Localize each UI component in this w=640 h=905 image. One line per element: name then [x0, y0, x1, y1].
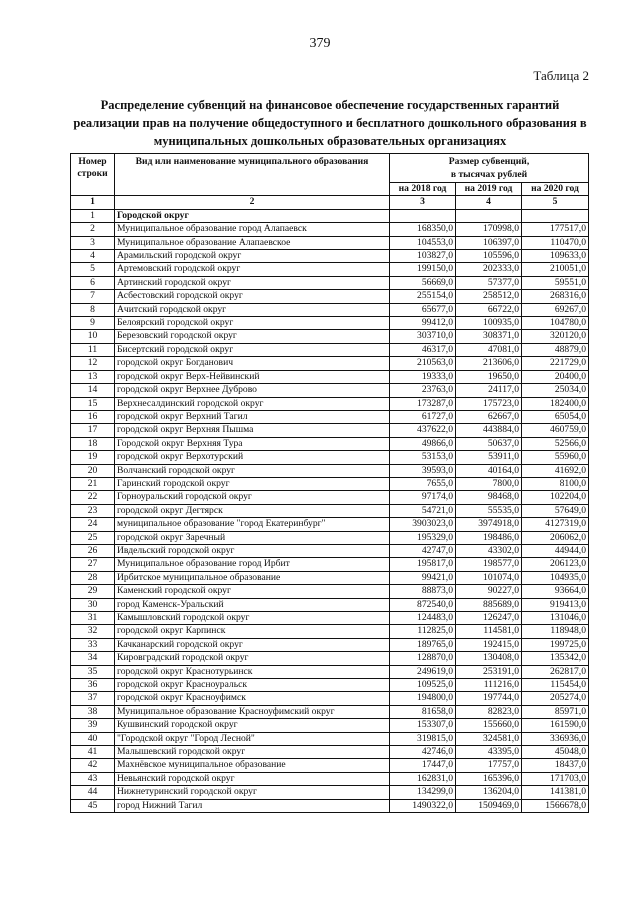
value-2019-cell: 170998,0: [456, 223, 522, 236]
value-2018-cell: 7655,0: [390, 477, 456, 490]
municipality-name-cell: Камышловский городской округ: [115, 612, 390, 625]
value-2019-cell: 82823,0: [456, 705, 522, 718]
column-index-5: 5: [522, 196, 589, 209]
column-index-2: 2: [115, 196, 390, 209]
header-name: Вид или наименование муниципального образования: [115, 154, 390, 196]
value-2020-cell: 177517,0: [522, 223, 589, 236]
header-row-number-line2: строки: [77, 168, 108, 179]
value-2018-cell: 168350,0: [390, 223, 456, 236]
value-2018-cell: 128870,0: [390, 652, 456, 665]
value-2020-cell: [522, 209, 589, 222]
row-number-cell: 8: [71, 303, 115, 316]
column-index-3: 3: [390, 196, 456, 209]
municipality-name-cell: городской округ Верхотурский: [115, 451, 390, 464]
value-2020-cell: 1566678,0: [522, 799, 589, 812]
value-2019-cell: 24117,0: [456, 384, 522, 397]
row-number-cell: 6: [71, 276, 115, 289]
value-2020-cell: 44944,0: [522, 544, 589, 557]
row-number-cell: 27: [71, 558, 115, 571]
row-number-cell: 40: [71, 732, 115, 745]
value-2020-cell: 118948,0: [522, 625, 589, 638]
value-2018-cell: 1490322,0: [390, 799, 456, 812]
value-2019-cell: 111216,0: [456, 679, 522, 692]
value-2018-cell: 65677,0: [390, 303, 456, 316]
municipality-name-cell: городской округ Верхний Тагил: [115, 410, 390, 423]
value-2020-cell: 104935,0: [522, 571, 589, 584]
table-row: [71, 665, 589, 678]
row-number-cell: 38: [71, 705, 115, 718]
header-row-number: [71, 154, 115, 196]
table-row: [71, 223, 589, 236]
header-year-2020: на 2020 год: [522, 183, 589, 196]
table-label: Таблица 2: [533, 68, 589, 83]
value-2018-cell: 3903023,0: [390, 518, 456, 531]
header-size: [390, 154, 589, 183]
table-row: [71, 357, 589, 370]
municipality-name-cell: Верхнесалдинский городской округ: [115, 397, 390, 410]
value-2020-cell: 206062,0: [522, 531, 589, 544]
table-row: [71, 558, 589, 571]
municipality-name-cell: городской округ Верх-Нейвинский: [115, 370, 390, 383]
value-2020-cell: 85971,0: [522, 705, 589, 718]
value-2020-cell: 104780,0: [522, 317, 589, 330]
row-number-cell: 25: [71, 531, 115, 544]
table-row: [71, 638, 589, 651]
value-2019-cell: [456, 209, 522, 222]
municipality-name-cell: Артемовский городской округ: [115, 263, 390, 276]
value-2020-cell: 135342,0: [522, 652, 589, 665]
value-2020-cell: 182400,0: [522, 397, 589, 410]
value-2018-cell: 189765,0: [390, 638, 456, 651]
header-row-number-line1: Номер: [78, 156, 107, 167]
row-number-cell: 1: [71, 209, 115, 222]
municipality-name-cell: город Нижний Тагил: [115, 799, 390, 812]
municipality-name-cell: Невьянский городской округ: [115, 772, 390, 785]
value-2020-cell: 171703,0: [522, 772, 589, 785]
value-2020-cell: 131046,0: [522, 612, 589, 625]
row-number-cell: 33: [71, 638, 115, 651]
value-2020-cell: 320120,0: [522, 330, 589, 343]
value-2019-cell: 175723,0: [456, 397, 522, 410]
table-row: [71, 250, 589, 263]
value-2019-cell: 213606,0: [456, 357, 522, 370]
value-2018-cell: 42747,0: [390, 544, 456, 557]
value-2020-cell: 109633,0: [522, 250, 589, 263]
row-number-cell: 4: [71, 250, 115, 263]
value-2019-cell: 47081,0: [456, 343, 522, 356]
municipality-name-cell: Арамильский городской округ: [115, 250, 390, 263]
table-row: [71, 786, 589, 799]
municipality-name-cell: Асбестовский городской округ: [115, 290, 390, 303]
table-row: [71, 759, 589, 772]
value-2019-cell: 114581,0: [456, 625, 522, 638]
row-number-cell: 44: [71, 786, 115, 799]
municipality-name-cell: городской округ Верхняя Пышма: [115, 424, 390, 437]
value-2018-cell: 54721,0: [390, 504, 456, 517]
value-2018-cell: 99421,0: [390, 571, 456, 584]
value-2019-cell: 192415,0: [456, 638, 522, 651]
value-2018-cell: 872540,0: [390, 598, 456, 611]
table-body: [71, 209, 589, 812]
municipality-name-cell: Ачитский городской округ: [115, 303, 390, 316]
table-row: [71, 799, 589, 812]
value-2020-cell: 206123,0: [522, 558, 589, 571]
value-2020-cell: 115454,0: [522, 679, 589, 692]
table-row: [71, 410, 589, 423]
table-row: [71, 424, 589, 437]
row-number-cell: 45: [71, 799, 115, 812]
value-2018-cell: 124483,0: [390, 612, 456, 625]
row-number-cell: 12: [71, 357, 115, 370]
value-2020-cell: 65054,0: [522, 410, 589, 423]
header-year-2019: на 2019 год: [456, 183, 522, 196]
row-number-cell: 34: [71, 652, 115, 665]
municipality-name-cell: городской округ Верхнее Дуброво: [115, 384, 390, 397]
municipality-name-cell: Муниципальное образование Красноуфимский округ: [115, 705, 390, 718]
row-number-cell: 30: [71, 598, 115, 611]
municipality-name-cell: Каменский городской округ: [115, 585, 390, 598]
table-row: [71, 343, 589, 356]
row-number-cell: 21: [71, 477, 115, 490]
table-row: [71, 330, 589, 343]
value-2020-cell: 336936,0: [522, 732, 589, 745]
row-number-cell: 19: [71, 451, 115, 464]
subvention-table: [70, 153, 589, 813]
value-2019-cell: 885689,0: [456, 598, 522, 611]
row-number-cell: 32: [71, 625, 115, 638]
row-number-cell: 41: [71, 746, 115, 759]
value-2020-cell: 919413,0: [522, 598, 589, 611]
row-number-cell: 5: [71, 263, 115, 276]
row-number-cell: 35: [71, 665, 115, 678]
value-2019-cell: 17757,0: [456, 759, 522, 772]
value-2018-cell: 255154,0: [390, 290, 456, 303]
municipality-name-cell: городской округ Богданович: [115, 357, 390, 370]
value-2018-cell: 194800,0: [390, 692, 456, 705]
value-2019-cell: 324581,0: [456, 732, 522, 745]
municipality-name-cell: Муниципальное образование город Алапаевск: [115, 223, 390, 236]
value-2019-cell: 106397,0: [456, 236, 522, 249]
value-2018-cell: 195817,0: [390, 558, 456, 571]
municipality-name-cell: Кировградский городской округ: [115, 652, 390, 665]
row-number-cell: 24: [71, 518, 115, 531]
value-2019-cell: 105596,0: [456, 250, 522, 263]
value-2018-cell: 46317,0: [390, 343, 456, 356]
value-2018-cell: 104553,0: [390, 236, 456, 249]
table-row: [71, 451, 589, 464]
value-2019-cell: 43302,0: [456, 544, 522, 557]
municipality-name-cell: Кушвинский городской округ: [115, 719, 390, 732]
row-number-cell: 36: [71, 679, 115, 692]
value-2018-cell: 61727,0: [390, 410, 456, 423]
row-number-cell: 39: [71, 719, 115, 732]
table-row: [71, 209, 589, 222]
table-header: [71, 154, 589, 210]
value-2018-cell: 56669,0: [390, 276, 456, 289]
column-index-row: [71, 196, 589, 209]
table-row: [71, 679, 589, 692]
row-number-cell: 29: [71, 585, 115, 598]
value-2019-cell: 198577,0: [456, 558, 522, 571]
value-2019-cell: 253191,0: [456, 665, 522, 678]
table-row: [71, 397, 589, 410]
municipality-name-cell: город Каменск-Уральский: [115, 598, 390, 611]
column-index-1: 1: [71, 196, 115, 209]
table-row: [71, 384, 589, 397]
row-number-cell: 23: [71, 504, 115, 517]
value-2020-cell: 93664,0: [522, 585, 589, 598]
row-number-cell: 22: [71, 491, 115, 504]
row-number-cell: 7: [71, 290, 115, 303]
value-2019-cell: 55535,0: [456, 504, 522, 517]
municipality-name-cell: Волчанский городской округ: [115, 464, 390, 477]
municipality-name-cell: Качканарский городской округ: [115, 638, 390, 651]
value-2018-cell: 17447,0: [390, 759, 456, 772]
value-2020-cell: 262817,0: [522, 665, 589, 678]
value-2019-cell: 126247,0: [456, 612, 522, 625]
municipality-name-cell: городской округ Красноуфимск: [115, 692, 390, 705]
table-row: [71, 531, 589, 544]
value-2018-cell: 97174,0: [390, 491, 456, 504]
row-number-cell: 28: [71, 571, 115, 584]
table-row: [71, 585, 589, 598]
value-2018-cell: 162831,0: [390, 772, 456, 785]
municipality-name-cell: Муниципальное образование город Ирбит: [115, 558, 390, 571]
table-row: [71, 692, 589, 705]
value-2018-cell: 153307,0: [390, 719, 456, 732]
municipality-name-cell: Малышевский городской округ: [115, 746, 390, 759]
row-number-cell: 20: [71, 464, 115, 477]
table-row: [71, 491, 589, 504]
municipality-name-cell: Нижнетуринский городской округ: [115, 786, 390, 799]
municipality-name-cell: Муниципальное образование Алапаевское: [115, 236, 390, 249]
table-row: [71, 544, 589, 557]
municipality-name-cell: "Городской округ "Город Лесной": [115, 732, 390, 745]
municipality-name-cell: городской округ Краснотурьинск: [115, 665, 390, 678]
value-2020-cell: 59551,0: [522, 276, 589, 289]
table-row: [71, 625, 589, 638]
municipality-name-cell: Березовский городской округ: [115, 330, 390, 343]
value-2020-cell: 52566,0: [522, 437, 589, 450]
municipality-name-cell: Артинский городской округ: [115, 276, 390, 289]
value-2019-cell: 3974918,0: [456, 518, 522, 531]
value-2020-cell: 268316,0: [522, 290, 589, 303]
municipality-name-cell: Гаринский городской округ: [115, 477, 390, 490]
table-row: [71, 464, 589, 477]
value-2019-cell: 50637,0: [456, 437, 522, 450]
value-2018-cell: 112825,0: [390, 625, 456, 638]
value-2019-cell: 101074,0: [456, 571, 522, 584]
header-size-line1: Размер субвенций,: [448, 156, 530, 167]
value-2018-cell: 88873,0: [390, 585, 456, 598]
value-2018-cell: 53153,0: [390, 451, 456, 464]
value-2020-cell: 205274,0: [522, 692, 589, 705]
municipality-name-cell: Горноуральский городской округ: [115, 491, 390, 504]
value-2018-cell: 195329,0: [390, 531, 456, 544]
value-2020-cell: 45048,0: [522, 746, 589, 759]
value-2020-cell: 25034,0: [522, 384, 589, 397]
table-row: [71, 746, 589, 759]
row-number-cell: 10: [71, 330, 115, 343]
municipality-name-cell: Бисертский городской округ: [115, 343, 390, 356]
value-2020-cell: 57649,0: [522, 504, 589, 517]
value-2018-cell: 210563,0: [390, 357, 456, 370]
value-2018-cell: 23763,0: [390, 384, 456, 397]
municipality-name-cell: городской округ Дегтярск: [115, 504, 390, 517]
row-number-cell: 37: [71, 692, 115, 705]
municipality-name-cell: Махнёвское муниципальное образование: [115, 759, 390, 772]
value-2019-cell: 98468,0: [456, 491, 522, 504]
table-row: [71, 518, 589, 531]
value-2020-cell: 110470,0: [522, 236, 589, 249]
value-2018-cell: [390, 209, 456, 222]
table-row: [71, 571, 589, 584]
value-2018-cell: 42746,0: [390, 746, 456, 759]
value-2018-cell: 199150,0: [390, 263, 456, 276]
value-2018-cell: 303710,0: [390, 330, 456, 343]
value-2019-cell: 197744,0: [456, 692, 522, 705]
value-2020-cell: 41692,0: [522, 464, 589, 477]
value-2019-cell: 7800,0: [456, 477, 522, 490]
municipality-name-cell: Белоярский городской округ: [115, 317, 390, 330]
municipality-name-cell: городской округ Красноуральск: [115, 679, 390, 692]
value-2019-cell: 57377,0: [456, 276, 522, 289]
value-2020-cell: 460759,0: [522, 424, 589, 437]
row-number-cell: 15: [71, 397, 115, 410]
value-2020-cell: 210051,0: [522, 263, 589, 276]
value-2020-cell: 18437,0: [522, 759, 589, 772]
table-row: [71, 477, 589, 490]
row-number-cell: 13: [71, 370, 115, 383]
value-2020-cell: 4127319,0: [522, 518, 589, 531]
value-2019-cell: 202333,0: [456, 263, 522, 276]
value-2018-cell: 173287,0: [390, 397, 456, 410]
value-2020-cell: 161590,0: [522, 719, 589, 732]
municipality-name-cell: Ивдельский городской округ: [115, 544, 390, 557]
table-row: [71, 652, 589, 665]
table-row: [71, 504, 589, 517]
value-2020-cell: 8100,0: [522, 477, 589, 490]
row-number-cell: 14: [71, 384, 115, 397]
row-number-cell: 3: [71, 236, 115, 249]
value-2019-cell: 155660,0: [456, 719, 522, 732]
value-2019-cell: 90227,0: [456, 585, 522, 598]
value-2019-cell: 100935,0: [456, 317, 522, 330]
page-number: 379: [309, 36, 331, 51]
value-2018-cell: 134299,0: [390, 786, 456, 799]
table-row: [71, 236, 589, 249]
table-row: [71, 719, 589, 732]
value-2019-cell: 165396,0: [456, 772, 522, 785]
table-row: [71, 705, 589, 718]
row-number-cell: 11: [71, 343, 115, 356]
value-2018-cell: 81658,0: [390, 705, 456, 718]
municipality-name-cell: Ирбитское муниципальное образование: [115, 571, 390, 584]
row-number-cell: 31: [71, 612, 115, 625]
value-2018-cell: 249619,0: [390, 665, 456, 678]
value-2019-cell: 62667,0: [456, 410, 522, 423]
value-2019-cell: 40164,0: [456, 464, 522, 477]
value-2018-cell: 437622,0: [390, 424, 456, 437]
row-number-cell: 17: [71, 424, 115, 437]
table-row: [71, 370, 589, 383]
row-number-cell: 2: [71, 223, 115, 236]
value-2020-cell: 48879,0: [522, 343, 589, 356]
value-2018-cell: 109525,0: [390, 679, 456, 692]
table-row: [71, 437, 589, 450]
value-2020-cell: 199725,0: [522, 638, 589, 651]
value-2020-cell: 141381,0: [522, 786, 589, 799]
row-number-cell: 9: [71, 317, 115, 330]
value-2019-cell: 19650,0: [456, 370, 522, 383]
table-row: [71, 263, 589, 276]
value-2018-cell: 19333,0: [390, 370, 456, 383]
table-row: [71, 612, 589, 625]
table-row: [71, 303, 589, 316]
table-row: [71, 598, 589, 611]
municipality-name-cell: муниципальное образование "город Екатеринбург": [115, 518, 390, 531]
value-2019-cell: 130408,0: [456, 652, 522, 665]
value-2019-cell: 1509469,0: [456, 799, 522, 812]
municipality-name-cell: Городской округ Верхняя Тура: [115, 437, 390, 450]
table-row: [71, 732, 589, 745]
value-2020-cell: 221729,0: [522, 357, 589, 370]
row-number-cell: 42: [71, 759, 115, 772]
value-2019-cell: 198486,0: [456, 531, 522, 544]
value-2019-cell: 53911,0: [456, 451, 522, 464]
row-number-cell: 18: [71, 437, 115, 450]
value-2020-cell: 69267,0: [522, 303, 589, 316]
value-2019-cell: 443884,0: [456, 424, 522, 437]
value-2019-cell: 308371,0: [456, 330, 522, 343]
column-index-4: 4: [456, 196, 522, 209]
value-2018-cell: 319815,0: [390, 732, 456, 745]
document-title: Распределение субвенций на финансовое обеспечение государственных гарантий реализации прав на получение общедоступного и бесплатного дошкольного образования в муниципальных дошкольных образовательных организациях: [73, 98, 587, 148]
header-year-2018: на 2018 год: [390, 183, 456, 196]
row-number-cell: 16: [71, 410, 115, 423]
table-row: [71, 290, 589, 303]
municipality-name-cell: Городской округ: [115, 209, 390, 222]
value-2019-cell: 258512,0: [456, 290, 522, 303]
value-2019-cell: 136204,0: [456, 786, 522, 799]
value-2020-cell: 20400,0: [522, 370, 589, 383]
value-2018-cell: 49866,0: [390, 437, 456, 450]
value-2019-cell: 66722,0: [456, 303, 522, 316]
table-row: [71, 772, 589, 785]
value-2018-cell: 39593,0: [390, 464, 456, 477]
value-2019-cell: 43395,0: [456, 746, 522, 759]
header-size-line2: в тысячах рублей: [450, 169, 528, 180]
row-number-cell: 26: [71, 544, 115, 557]
row-number-cell: 43: [71, 772, 115, 785]
value-2018-cell: 103827,0: [390, 250, 456, 263]
value-2020-cell: 55960,0: [522, 451, 589, 464]
table-row: [71, 276, 589, 289]
value-2018-cell: 99412,0: [390, 317, 456, 330]
municipality-name-cell: городской округ Заречный: [115, 531, 390, 544]
table-row: [71, 317, 589, 330]
value-2020-cell: 102204,0: [522, 491, 589, 504]
municipality-name-cell: городской округ Карпинск: [115, 625, 390, 638]
